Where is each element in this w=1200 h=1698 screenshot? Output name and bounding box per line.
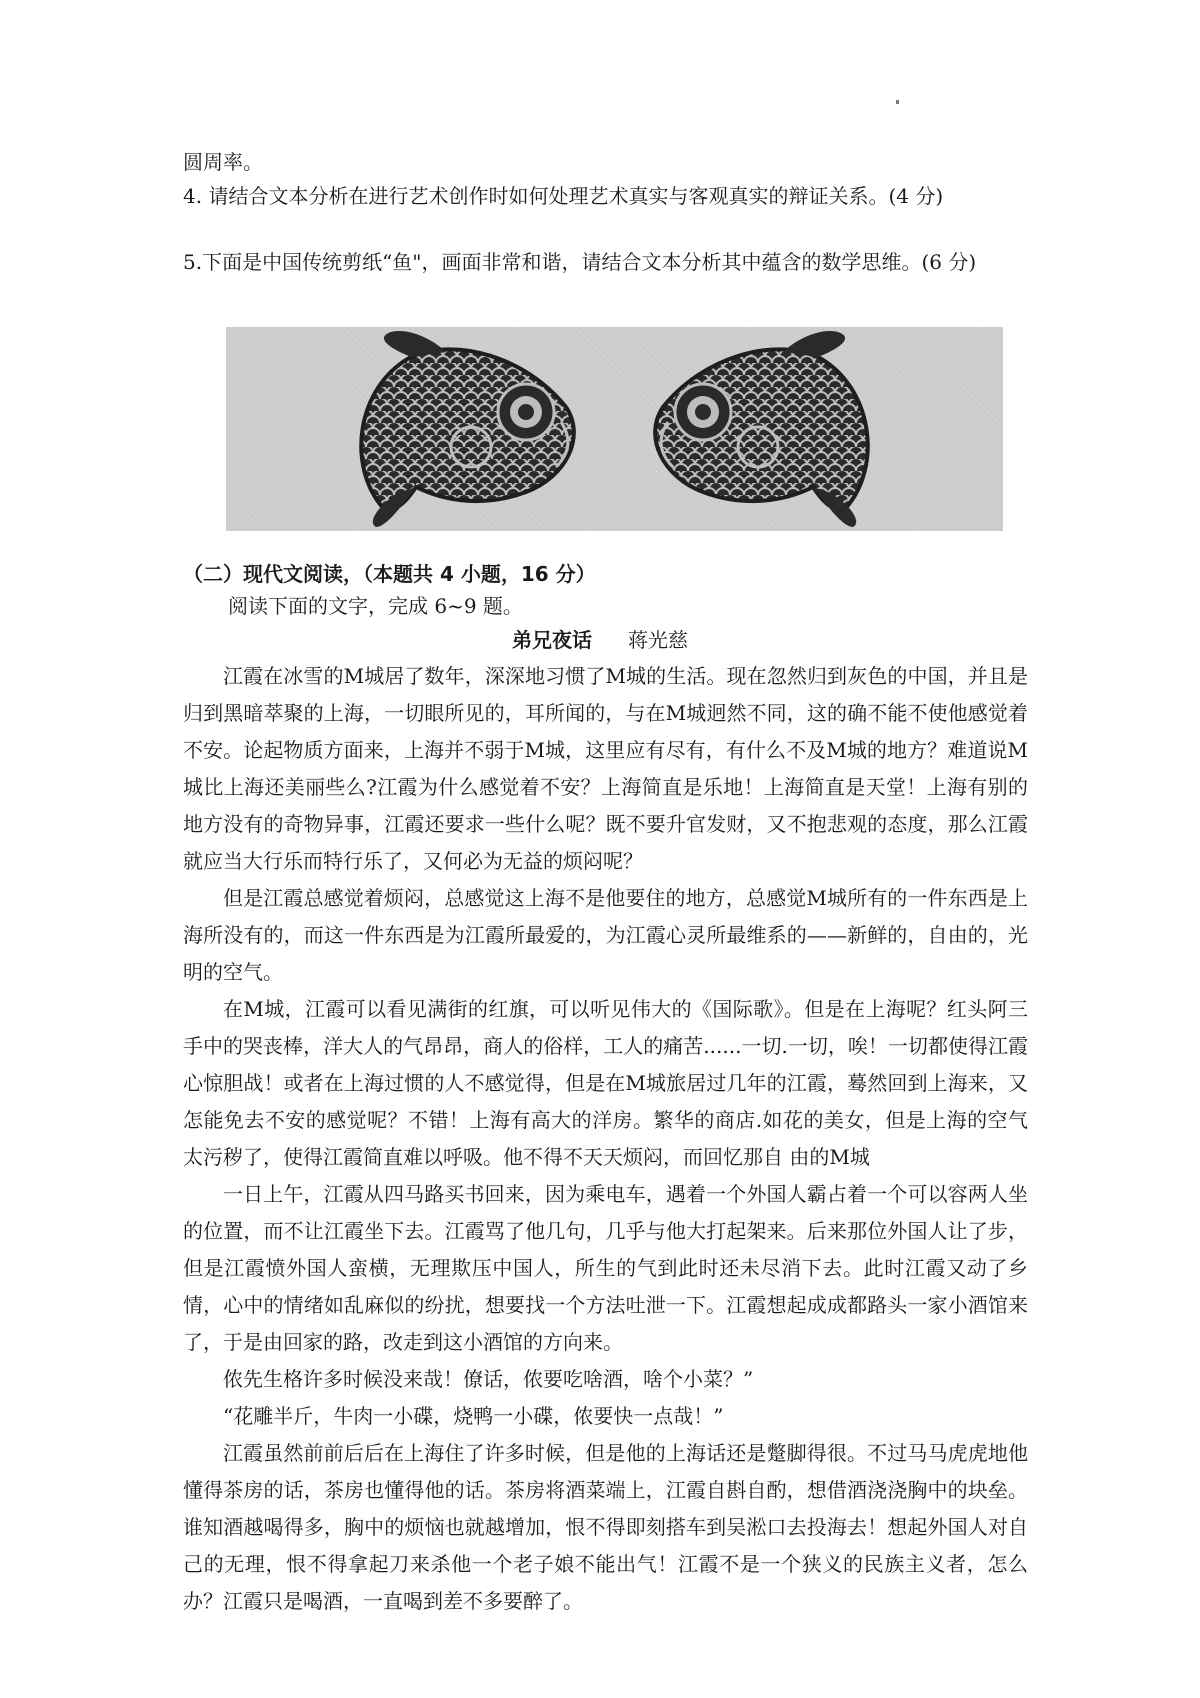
article-paragraph: 江霞虽然前前后后在上海住了许多时候，但是他的上海话还是蹩脚得很。不过马马虎虎地他懂得茶房的话，茶房也懂得他的话。茶房将酒菜端上，江霞自斟自酌，想借酒浇浇胸中的块垒。谁知酒越喝得多，胸中的烦恼也就越增加，恨不得即刻搭车到吴淞口去投海去！想起外国人对自己的无理，恨不得拿起刀来杀他一个老子娘不能出气！江霞不是一个狭义的民族主义者，怎么办？江霞只是喝酒，一直喝到差不多要醉了。 — [183, 1441, 1028, 1613]
reading-instruction: 阅读下面的文字，完成 6~9 题。 — [228, 594, 523, 618]
article-paragraph: 在M城，江霞可以看见满街的红旗，可以听见伟大的《国际歌》。但是在上海呢？红头阿三手中的哭丧棒，洋大人的气昂昂，商人的俗样，工人的痛苦......一切.一切，唉！一切都使得江霞心惊胆战！或者在上海过惯的人不感觉得，但是在M城旅居过几年的江霞，蓦然回到上海来，又怎能免去不安的感觉呢？不错！上海有高大的洋房。繁华的商店.如花的美女，但是上海的空气太污秽了，使得江霞简直难以呼吸。他不得不天天烦闷，而回忆那自 由的M城 — [183, 997, 1028, 1169]
article-paragraph: “花雕半斤，牛肉一小碟，烧鸭一小碟，侬要快一点哉！” — [223, 1404, 724, 1428]
question-3-tail: 圆周率。 — [183, 150, 263, 174]
article-paragraph: 但是江霞总感觉着烦闷，总感觉这上海不是他要住的地方，总感觉M城所有的一件东西是上海所没有的，而这一件东西是为江霞所最爱的，为江霞心灵所最维系的——新鲜的，自由的，光明的空气。 — [183, 886, 1028, 984]
question-5: 5.下面是中国传统剪纸“鱼"，画面非常和谐，请结合文本分析其中蕴含的数学思维。(6 分) — [183, 250, 977, 274]
question-4: 4. 请结合文本分析在进行艺术创作时如何处理艺术真实与客观真实的辩证关系。(4 分) — [183, 184, 944, 208]
article-title-row — [0, 624, 1200, 653]
article-paragraph: 侬先生格许多时候没来哉！僚话，侬要吃啥酒，啥个小菜？” — [223, 1367, 754, 1391]
right-fish-icon — [655, 331, 868, 527]
article-title: 弟兄夜话 — [512, 628, 592, 652]
article-paragraph: 一日上午，江霞从四马路买书回来，因为乘电车，遇着一个外国人霸占着一个可以容两人坐的位置，而不让江霞坐下去。江霞骂了他几句，几乎与他大打起架来。后来那位外国人让了步，但是江霞愤外国人蛮横，无理欺压中国人，所生的气到此时还未尽消下去。此时江霞又动了乡情，心中的情绪如乱麻似的纷扰，想要找一个方法吐泄一下。江霞想起成成都路头一家小酒馆来了，于是由回家的路，改走到这小酒馆的方向来。 — [183, 1182, 1028, 1354]
section-heading: （二）现代文阅读，（本题共 4 小题，16 分） — [183, 562, 596, 586]
article-paragraph: 江霞在冰雪的M城居了数年，深深地习惯了M城的生活。现在忽然归到灰色的中国，并且是归到黑暗萃聚的上海，一切眼所见的，耳所闻的，与在M城迥然不同，这的确不能不使他感觉着不安。论起物质方面来，上海并不弱于M城，这里应有尽有，有什么不及M城的地方？难道说M城比上海还美丽些么?江霞为什么感觉着不安？上海简直是乐地！上海简直是天堂！上海有别的地方没有的奇物异事，江霞还要求一些什么呢？既不要升官发财，又不抱悲观的态度，那么江霞就应当大行乐而特行乐了，又何必为无益的烦闷呢？ — [183, 664, 1028, 873]
left-fish-icon — [361, 331, 574, 527]
article-author: 蒋光慈 — [628, 628, 688, 652]
article-body — [183, 658, 1028, 1620]
scan-speck — [896, 100, 899, 104]
paper-cut-fish-pair-image — [226, 327, 1003, 531]
